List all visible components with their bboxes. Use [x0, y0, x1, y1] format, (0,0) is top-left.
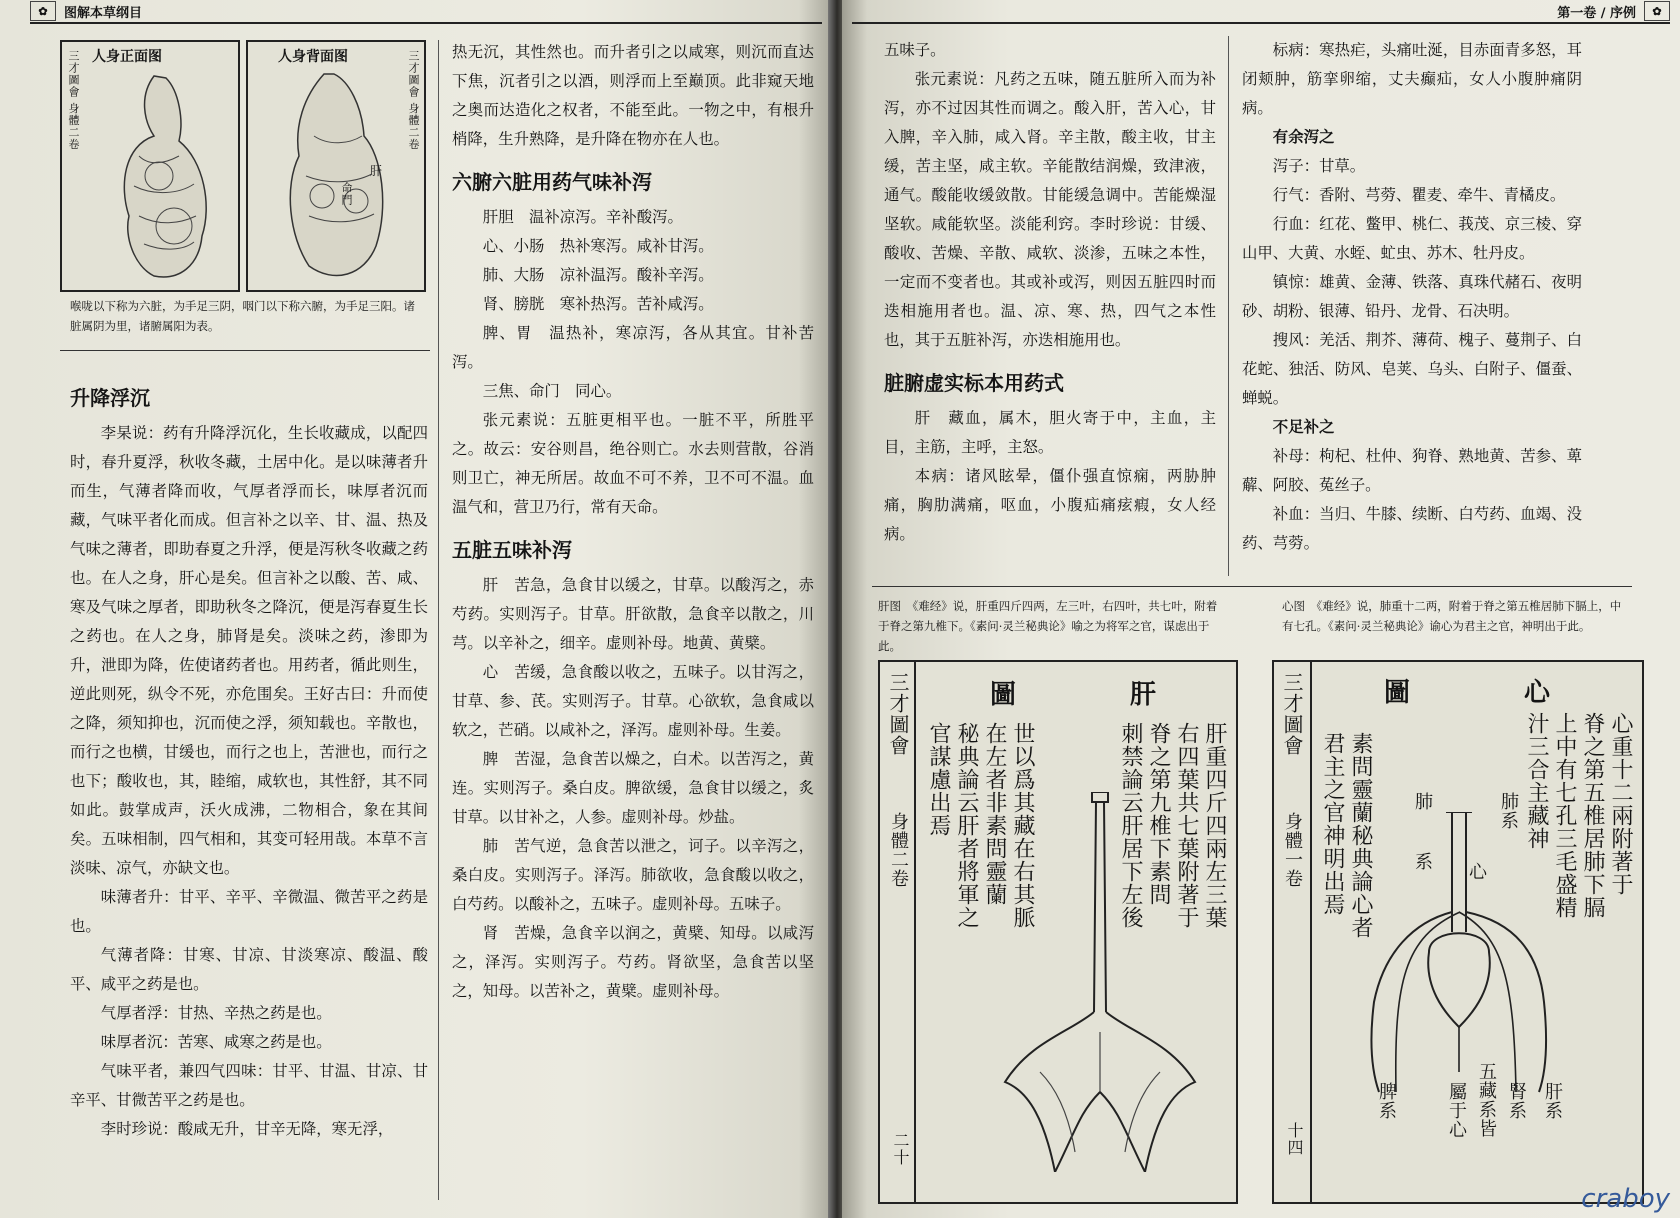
heart-text-col: 脊之第五椎居肺下膈 — [1580, 712, 1605, 919]
book-logo-icon: ✿ — [1644, 1, 1670, 21]
liver-illustration — [1000, 792, 1200, 1172]
row: 肺、大肠 凉补温泻。酸补辛泻。 — [482, 266, 714, 284]
heart-side-title: 三才圖會 — [1280, 672, 1304, 756]
para: 肝 苦急，急食甘以缓之，甘草。以酸泻之，赤芍药。实则泻子。甘草。肝欲散，急食辛以散之，川芎。以辛补之，细辛。虚则补母。地黄、黄檗。 — [452, 576, 814, 652]
watermark: craboy — [1581, 1184, 1670, 1214]
para: 味厚者沉：苦寒、咸寒之药是也。 — [100, 1033, 332, 1051]
para: 张元素说：凡药之五味，随五脏所入而为补泻，亦不过因其性而调之。酸入肝，苦入心，甘入脾，辛入肺，咸入肾。辛主散，酸主收，甘主缓，苦主坚，咸主软。辛能散结润燥，致津液，通气。酸能收缓敛散。甘能缓急调中。苦能燥湿坚软。咸能软坚。淡能利窍。李时珍说：甘缓、酸收、苦燥、辛散、咸软、淡渗，五味之本性，一定而不变者也。其或补或泻，则因五脏四时而迭相施用者也。温、凉、寒、热，四气之本性也，其于五脏补泻，亦迭相施用也。 — [884, 70, 1216, 349]
heart-illustration — [1334, 812, 1564, 1152]
liver-page-number: 二十 — [891, 1132, 910, 1166]
heart-title-b: 心 — [1524, 678, 1551, 708]
label-pixi: 脾系 — [1376, 1082, 1397, 1120]
heart-text-col: 汁三合主藏神 — [1524, 712, 1549, 850]
back-label-liver: 肝 — [370, 164, 383, 178]
figure-front-title: 人身正面图 — [92, 49, 162, 65]
figure-front-side: 三才圖會 身體二卷 — [67, 50, 80, 151]
left-page — [0, 0, 832, 1218]
liver-text-col: 官謀慮出焉 — [926, 722, 951, 837]
para: 肺 苦气逆，急食苦以泄之，诃子。以辛泻之，桑白皮。实则泻子。泽泻。肺欲收，急食酸以收之，白芍药。以酸补之，五味子。虚则补母。五味子。 — [452, 837, 814, 913]
heading-zangfu: 脏腑虚实标本用药式 — [884, 371, 1064, 395]
heart-text-col: 心重十二兩附著于 — [1608, 712, 1633, 896]
figure-back-body — [246, 40, 426, 292]
heading-shengjiang: 升降浮沉 — [70, 386, 150, 410]
subheading: 不足补之 — [1272, 418, 1335, 436]
row: 三焦、命门 同心。 — [482, 382, 622, 400]
heart-side-band — [1274, 662, 1312, 1202]
para: 肝 藏血，属木，胆火寄于中，主血，主目，主筋，主呼，主怒。 — [884, 409, 1216, 456]
column-rule — [1228, 36, 1229, 576]
para: 搜风：羌活、荆芥、薄荷、槐子、蔓荆子、白花蛇、独活、防风、皂荚、乌头、白附子、僵蚕、蝉蜕。 — [1242, 331, 1582, 407]
label-wuzang: 五藏系皆 — [1476, 1062, 1497, 1138]
para: 气味平者，兼四气四味：甘平、甘温、甘凉、甘辛平、甘微苦平之药是也。 — [70, 1062, 428, 1109]
row: 心、小肠 热补寒泻。咸补甘泻。 — [482, 237, 714, 255]
heart-page-number: 十四 — [1285, 1122, 1304, 1156]
left-column-2 — [452, 38, 814, 1006]
liver-side-volume: 身體二卷 — [888, 812, 909, 888]
figure-front-body — [60, 40, 240, 292]
liver-text-col: 右四葉共七葉附著于 — [1174, 722, 1199, 929]
liver-text-col: 肝重四斤四兩左三葉 — [1202, 722, 1227, 929]
left-column-1 — [70, 370, 428, 1144]
liver-caption: 肝图 《难经》说，肝重四斤四两，左三叶，右四叶，共七叶，附着于脊之第九椎下。《素问·灵兰秘典论》喻之为将军之官，谋虑出于此。 — [878, 599, 1218, 653]
liver-title-a: 圖 — [990, 680, 1017, 710]
liver-woodcut — [878, 660, 1238, 1204]
figure-caption: 喉咙以下称为六脏，为手足三阴，咽门以下称六腑，为手足三阳。诸脏属阴为里，诸腑属阳为表。 — [70, 299, 415, 333]
right-running-head — [852, 0, 1670, 24]
liver-text-col: 世以爲其藏在右其脈 — [1010, 722, 1035, 929]
liver-text-col: 脊之第九椎下素問 — [1146, 722, 1171, 906]
heart-text-col: 上中有七孔三毛盛精 — [1552, 712, 1577, 919]
heart-text-col: 君主之官神明出焉 — [1320, 732, 1345, 916]
para: 气厚者浮：甘热、辛热之药是也。 — [100, 1004, 332, 1022]
label-fei: 肺 — [1412, 792, 1433, 811]
column-rule — [438, 40, 439, 1200]
label-xin: 心 — [1466, 862, 1487, 881]
para: 李时珍说：酸咸无升，甘辛无降，寒无浮， — [100, 1120, 394, 1138]
para: 脾 苦湿，急食苦以燥之，白术。以苦泻之，黄连。实则泻子。桑白皮。脾欲缓，急食甘以缓之，炙甘草。以甘补之，人参。虚则补母。炒盐。 — [452, 750, 814, 826]
heading-liufu: 六腑六脏用药气味补泻 — [452, 170, 652, 194]
para: 补血：当归、牛膝、续断、白芍药、血竭、没药、芎䓖。 — [1242, 505, 1582, 552]
back-label-mingmen: 命門 — [340, 182, 353, 206]
para: 气薄者降：甘寒、甘凉、甘淡寒凉、酸温、酸平、咸平之药是也。 — [70, 946, 428, 993]
para: 李杲说：药有升降浮沉化，生长收藏成，以配四时，春升夏浮，秋收冬藏，土居中化。是以味薄者升而生，气薄者降而收，气厚者浮而长，味厚者沉而藏，气味平者化而成。但言补之以辛、甘、温、热及气味之薄者，即助春夏之升浮，便是泻秋冬收藏之药也。在人之身，肝心是矣。但言补之以酸、苦、咸、寒及气味之厚者，即助秋冬之降沉，便是泻春夏生长之药也。在人之身，肺肾是矣。淡味之药，渗即为升，泄即为降，佐使诸药者也。用药者，循此则生，逆此则死，纵令不死，亦危围矣。王好古曰：升而使之降，须知抑也，沉而使之浮，须知载也。辛散也，而行之也横，甘缓也，而行之也上，苦泄也，而行之也下；酸收也，其，睦缩，咸软也，其性舒，其不同如此。鼓掌成声，沃火成沸，二物相合，象在其间矣。五味相制，四气相和，其变可轻用哉。本草不言淡味、凉气，亦缺文也。 — [70, 424, 428, 877]
para: 味薄者升：甘平、辛平、辛微温、微苦平之药是也。 — [70, 888, 428, 935]
para: 心 苦缓，急食酸以收之，五味子。以甘泻之，甘草、参、芪。实则泻子。甘草。心欲软，急食咸以软之，芒硝。以咸补之，泽泻。虚则补母。生姜。 — [452, 663, 814, 739]
figure-divider — [872, 586, 1632, 587]
front-organs-illustration — [84, 66, 234, 286]
heart-caption: 心图 《难经》说，肺重十二两，附着于脊之第五椎居肺下膈上，中有七孔。《素问·灵兰秘典论》谕心为君主之官，神明出于此。 — [1282, 599, 1622, 633]
para: 肾 苦燥，急食辛以润之，黄檗、知母。以咸泻之，泽泻。实则泻子。芍药。肾欲坚，急食苦以坚之，知母。以苦补之，黄檗。虚则补母。 — [452, 924, 814, 1000]
liver-title-b: 肝 — [1130, 680, 1157, 710]
figure-back-title: 人身背面图 — [278, 49, 348, 65]
label-feixi: 肺系 — [1498, 792, 1519, 830]
heading-wuzang: 五脏五味补泻 — [452, 538, 572, 562]
caption-divider — [60, 350, 430, 351]
figure-back-side: 三才圖會 身體二卷 — [407, 50, 420, 151]
para: 五味子。 — [884, 41, 946, 59]
para: 镇惊：雄黄、金薄、铁落、真珠代赭石、夜明砂、胡粉、银薄、铅丹、龙骨、石决明。 — [1242, 273, 1582, 320]
para: 泻子：甘草。 — [1272, 157, 1366, 175]
para: 补母：枸杞、杜仲、狗脊、熟地黄、苦参、萆薢、阿胶、菟丝子。 — [1242, 447, 1582, 494]
row: 肾、膀胱 寒补热泻。苦补咸泻。 — [482, 295, 714, 313]
heart-side-volume: 身體一卷 — [1282, 812, 1303, 888]
subheading: 有余泻之 — [1272, 128, 1335, 146]
right-column-1 — [884, 36, 1216, 549]
para: 本病：诸风眩晕，僵仆强直惊痫，两胁肿痛，胸肋满痛，呕血，小腹疝痛痃瘕，女人经病。 — [884, 467, 1216, 543]
para: 标病：寒热疟，头痛吐涎，目赤面青多怒，耳闭颊肿，筋挛卵缩，丈夫癫疝，女人小腹肿痛阴病。 — [1242, 41, 1582, 117]
left-running-head — [30, 0, 822, 24]
right-column-2 — [1242, 36, 1582, 558]
right-page — [842, 0, 1680, 1218]
para: 行气：香附、芎䓖、瞿麦、牵牛、青橘皮。 — [1272, 186, 1566, 204]
liver-text-col: 秘典論云肝者將軍之 — [954, 722, 979, 929]
liver-side-band — [880, 662, 916, 1202]
para: 热无沉，其性然也。而升者引之以咸寒，则沉而直达下焦，沉者引之以酒，则浮而上至巅顶。此非窥天地之奥而达造化之权者，不能至此。一物之中，有根升梢降，生升熟降，是升降在物亦在人也。 — [452, 43, 814, 148]
para: 张元素说：五脏更相平也。一脏不平，所胜平之。故云：安谷则昌，绝谷则亡。水去则营散，谷消则卫亡，神无所居。故血不可不养，卫不可不温。血温气和，营卫乃行，常有天命。 — [452, 411, 814, 516]
row: 肝胆 温补凉泻。辛补酸泻。 — [482, 208, 683, 226]
para: 行血：红花、鳖甲、桃仁、莪茂、京三棱、穿山甲、大黄、水蛭、虻虫、苏木、牡丹皮。 — [1242, 215, 1582, 262]
label-xi: 系 — [1412, 852, 1433, 871]
book-logo-icon: ✿ — [30, 1, 56, 21]
label-shuyuxin: 屬于心 — [1446, 1082, 1467, 1139]
label-shenxi: 腎系 — [1506, 1082, 1527, 1120]
row: 脾、胃 温热补，寒凉泻，各从其宜。甘补苦泻。 — [452, 324, 814, 371]
heart-title-a: 圖 — [1384, 678, 1411, 708]
liver-side-title: 三才圖會 — [886, 672, 910, 756]
label-ganxi: 肝系 — [1542, 1082, 1563, 1120]
liver-text-col: 刺禁論云肝居下左後 — [1118, 722, 1143, 929]
left-running-head-text: 图解本草纲目 — [64, 5, 143, 21]
right-running-head-text: 第一卷 / 序例 — [1557, 5, 1636, 21]
heart-woodcut — [1272, 660, 1644, 1204]
liver-text-col: 在左者非素問靈蘭 — [982, 722, 1007, 906]
heart-text-col: 素問靈蘭秘典論心者 — [1348, 732, 1373, 939]
